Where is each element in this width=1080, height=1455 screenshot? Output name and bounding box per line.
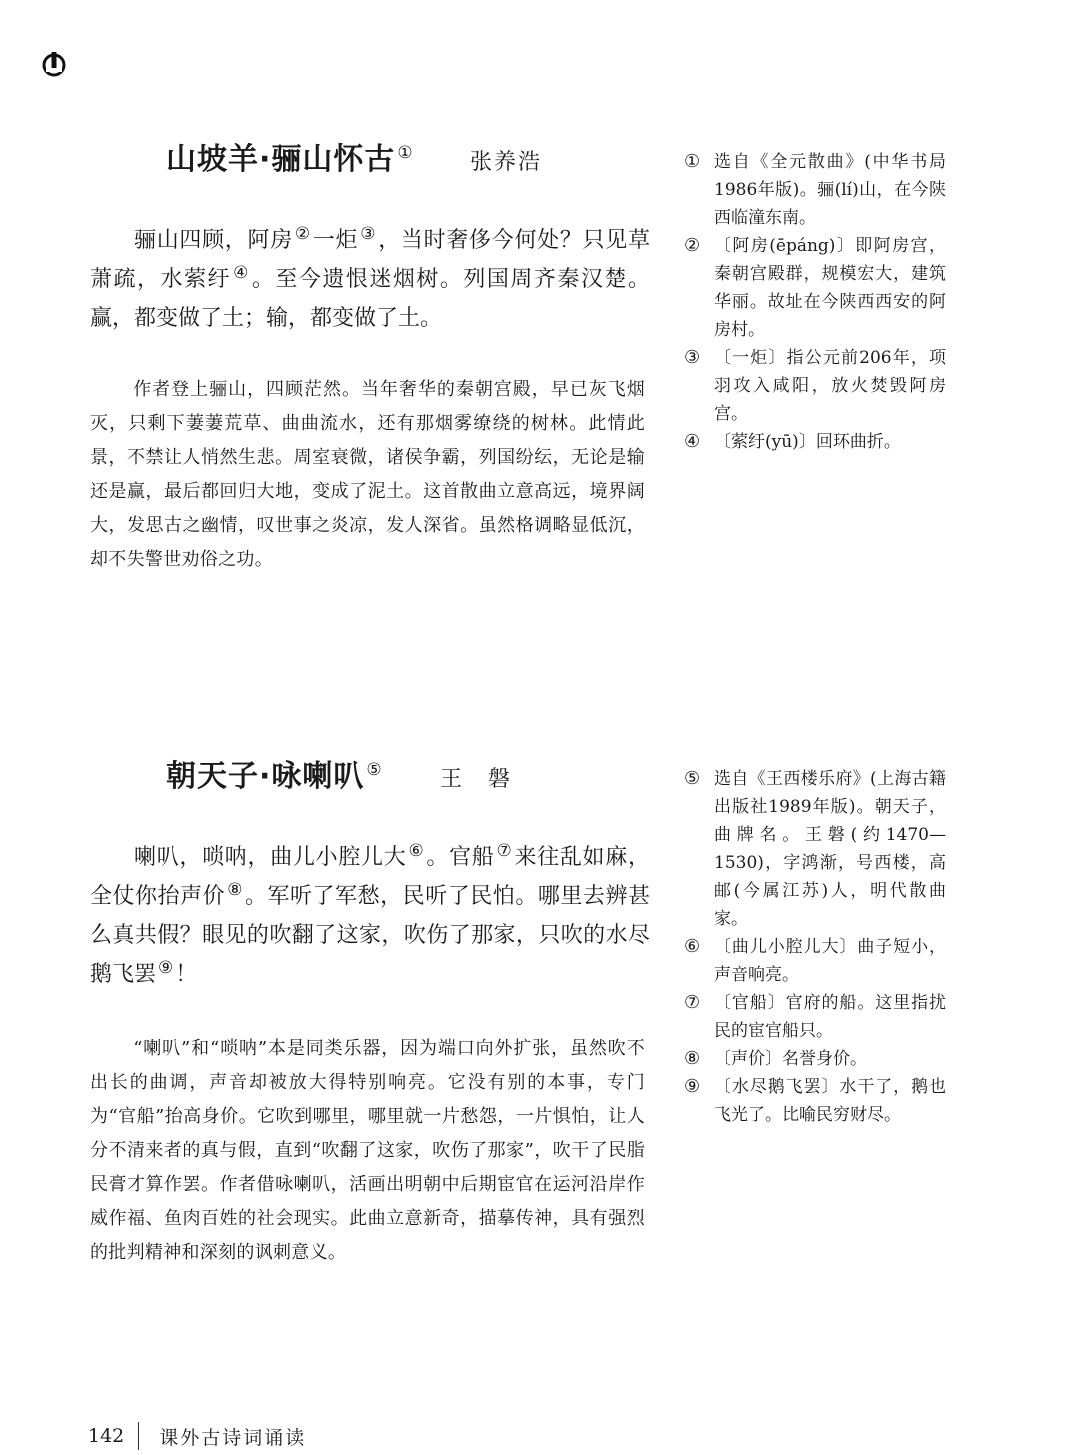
section-1-title-note-mark: ① — [397, 143, 414, 163]
section-2-author: 王 磐 — [440, 767, 513, 792]
footnote: ⑤ 选自《王西楼乐府》(上海古籍出版社1989年版)。朝天子，曲牌名。王磐(约1470—1530)，字鸿渐，号西楼，高邮(今属江苏)人，明代散曲家。 — [684, 768, 946, 929]
section-2-poem: 喇叭，唢呐，曲儿小腔儿大 ⑥。官船 ⑦来往乱如麻，全仗你抬声价 ⑧。军听了军愁，民听了民怕。哪里去辨甚么真共假？眼见的吹翻了这家，吹伤了那家，只吹的水尽鹅飞罢 ⑨！ — [90, 840, 650, 987]
section-1-notes — [684, 148, 946, 456]
section-2-title-note-mark: ⑤ — [366, 760, 383, 780]
footnote: ⑦ 〔官船〕官府的船。这里指扰民的宦官船只。 — [684, 992, 946, 1041]
page-footer — [88, 1418, 306, 1454]
publisher-logo-icon — [40, 50, 68, 78]
section-1-author: 张养浩 — [470, 150, 543, 175]
footnote: ② 〔阿房(ēpáng)〕即阿房宫，秦朝宫殿群，规模宏大，建筑华丽。故址在今陕西西安的阿房村。 — [684, 235, 946, 340]
page-number: 142 — [88, 1425, 125, 1447]
section-2-title: 朝天子·咏喇叭 ⑤ — [166, 759, 383, 794]
footnote: ① 选自《全元散曲》(中华书局1986年版)。骊(lí)山，在今陕西临潼东南。 — [684, 151, 946, 228]
section-2-commentary: “喇叭”和“唢呐”本是同类乐器，因为端口向外扩张，虽然吹不出长的曲调，声音却被放大得特别响亮。它没有别的本事，专门为“官船”抬高身价。它吹到哪里，哪里就一片愁怨，一片惧怕，让人分不清来者的真与假，直到“吹翻了这家，吹伤了那家”，吹干了民脂民膏才算作罢。作者借咏喇叭，活画出明朝中后期宦官在运河沿岸作威作福、鱼肉百姓的社会现实。此曲立意新奇，描摹传神，具有强烈的批判精神和深刻的讽刺意义。 — [90, 1038, 645, 1263]
section-1-poem: 骊山四顾，阿房 ②一炬 ③，当时奢侈今何处？只见草萧疏，水萦纡 ④。至今遗恨迷烟树。列国周齐秦汉楚。赢，都变做了土；输，都变做了土。 — [90, 223, 650, 331]
footer-divider — [138, 1422, 139, 1450]
footnote: ⑥ 〔曲儿小腔儿大〕曲子短小，声音响亮。 — [684, 936, 946, 985]
footnote: ⑧ 〔声价〕名誉身价。 — [684, 1048, 867, 1069]
footnote: ⑨ 〔水尽鹅飞罢〕水干了，鹅也飞光了。比喻民穷财尽。 — [684, 1076, 946, 1125]
book-title: 课外古诗词诵读 — [159, 1426, 307, 1449]
footnote: ③ 〔一炬〕指公元前206年，项羽攻入咸阳，放火焚毁阿房宫。 — [684, 347, 946, 424]
footnote: ④ 〔萦纡(yū)〕回环曲折。 — [684, 431, 901, 452]
section-2-notes — [684, 765, 946, 1129]
section-1-commentary: 作者登上骊山，四顾茫然。当年奢华的秦朝宫殿，早已灰飞烟灭，只剩下萋萋荒草、曲曲流水，还有那烟雾缭绕的树林。此情此景，不禁让人悄然生悲。周室衰微，诸侯争霸，列国纷纭，无论是输还是赢，最后都回归大地，变成了泥土。这首散曲立意高远，境界阔大，发思古之幽情，叹世事之炎凉，发人深省。虽然格调略显低沉，却不失警世劝俗之功。 — [90, 379, 645, 570]
section-1-title: 山坡羊·骊山怀古 ① — [166, 142, 414, 177]
